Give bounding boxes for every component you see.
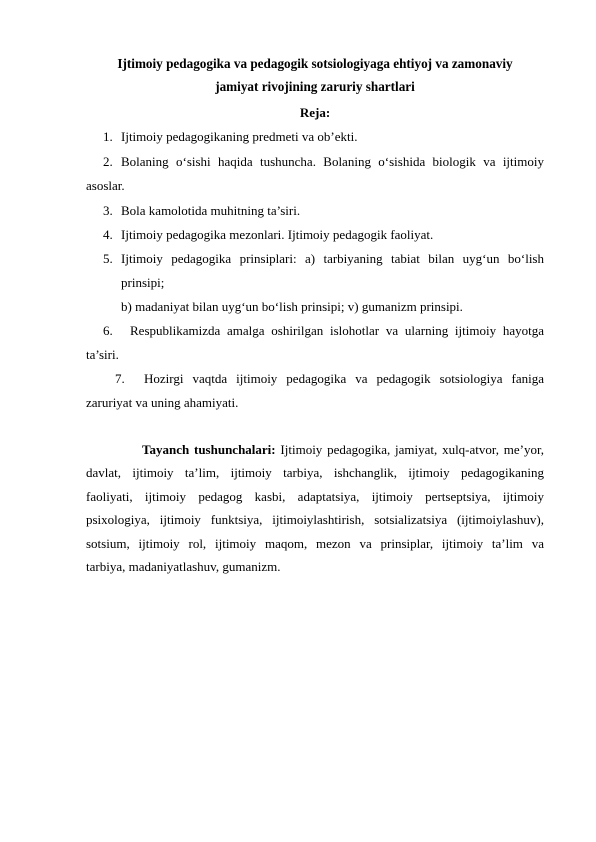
plan-item-7-number: 7. (115, 371, 125, 386)
key-concepts-paragraph (86, 438, 544, 578)
plan-item-2-number: 2. (103, 154, 113, 169)
title-line-1: Ijtimoiy pedagogika va pedagogik sotsiologiyaga ehtiyoj va zamonaviy (117, 56, 513, 71)
key-concepts-label: Tayanch tushunchalari: (142, 442, 276, 457)
plan-item-1-text: Ijtimoiy pedagogikaning predmeti va ob’ekti. (121, 129, 358, 144)
key-concepts-line-2: davlat, ijtimoiy ta’lim, ijtimoiy tarbiya, ishchanglik, ijtimoiy pedagogikaning (86, 465, 544, 481)
key-concepts-line-6: tarbiya, madaniyatlashuv, gumanizm. (86, 558, 281, 574)
plan-item-4-number: 4. (103, 227, 113, 242)
plan-item-5-sub-b: b) madaniyat bilan uyg‘un bo‘lish prinsipi; v) gumanizm prinsipi. (121, 299, 463, 314)
plan-heading: Reja: (299, 105, 331, 120)
plan-item-2-text: Bolaning o‘sishi haqida tushuncha. Bolaning o‘sishida biologik va ijtimoiy (121, 154, 544, 169)
key-concepts-line-1 (86, 438, 544, 461)
plan-item-7-text: Hozirgi vaqtda ijtimoiy pedagogika va pedagogik sotsiologiya faniga (144, 371, 544, 386)
key-concepts-line-4: psixologiya, ijtimoiy funktsiya, ijtimoiylashtirish, sotsializatsiya (ijtimoiylashuv), (86, 512, 544, 528)
key-concepts-line-3: faoliyati, ijtimoiy pedagog kasbi, adaptatsiya, ijtimoiy pertseptsiya, ijtimoiy (86, 488, 544, 504)
plan-item-7-continuation: zaruriyat va uning ahamiyati. (86, 395, 239, 410)
plan-item-3-number: 3. (103, 203, 113, 218)
document-title (86, 52, 544, 98)
plan-item-5-number: 5. (103, 251, 113, 266)
plan-item-6-continuation: ta’siri. (86, 347, 119, 362)
key-concepts-line-5: sotsium, ijtimoiy rol, ijtimoiy maqom, mezon va prinsiplar, ijtimoiy ta’lim va (86, 535, 544, 551)
title-line-2: jamiyat rivojining zaruriy shartlari (215, 79, 415, 94)
plan-item-4-text: Ijtimoiy pedagogika mezonlari. Ijtimoiy pedagogik faoliyat. (121, 227, 434, 242)
plan-item-3-text: Bola kamolotida muhitning ta’siri. (121, 203, 301, 218)
plan-item-2-continuation: asoslar. (86, 178, 125, 193)
plan-item-6-number: 6. (103, 323, 113, 338)
plan-item-5-continuation: prinsipi; (121, 275, 165, 290)
plan-item-6-text: Respublikamizda amalga oshirilgan islohotlar va ularning ijtimoiy hayotga (130, 323, 544, 338)
plan-item-5-text: Ijtimoiy pedagogika prinsiplari: a) tarbiyaning tabiat bilan uyg‘un bo‘lish (121, 251, 544, 266)
plan-item-1-number: 1. (103, 129, 113, 144)
key-concepts-text-1: Ijtimoiy pedagogika, jamiyat, xulq-atvor, me’yor, (280, 442, 545, 457)
